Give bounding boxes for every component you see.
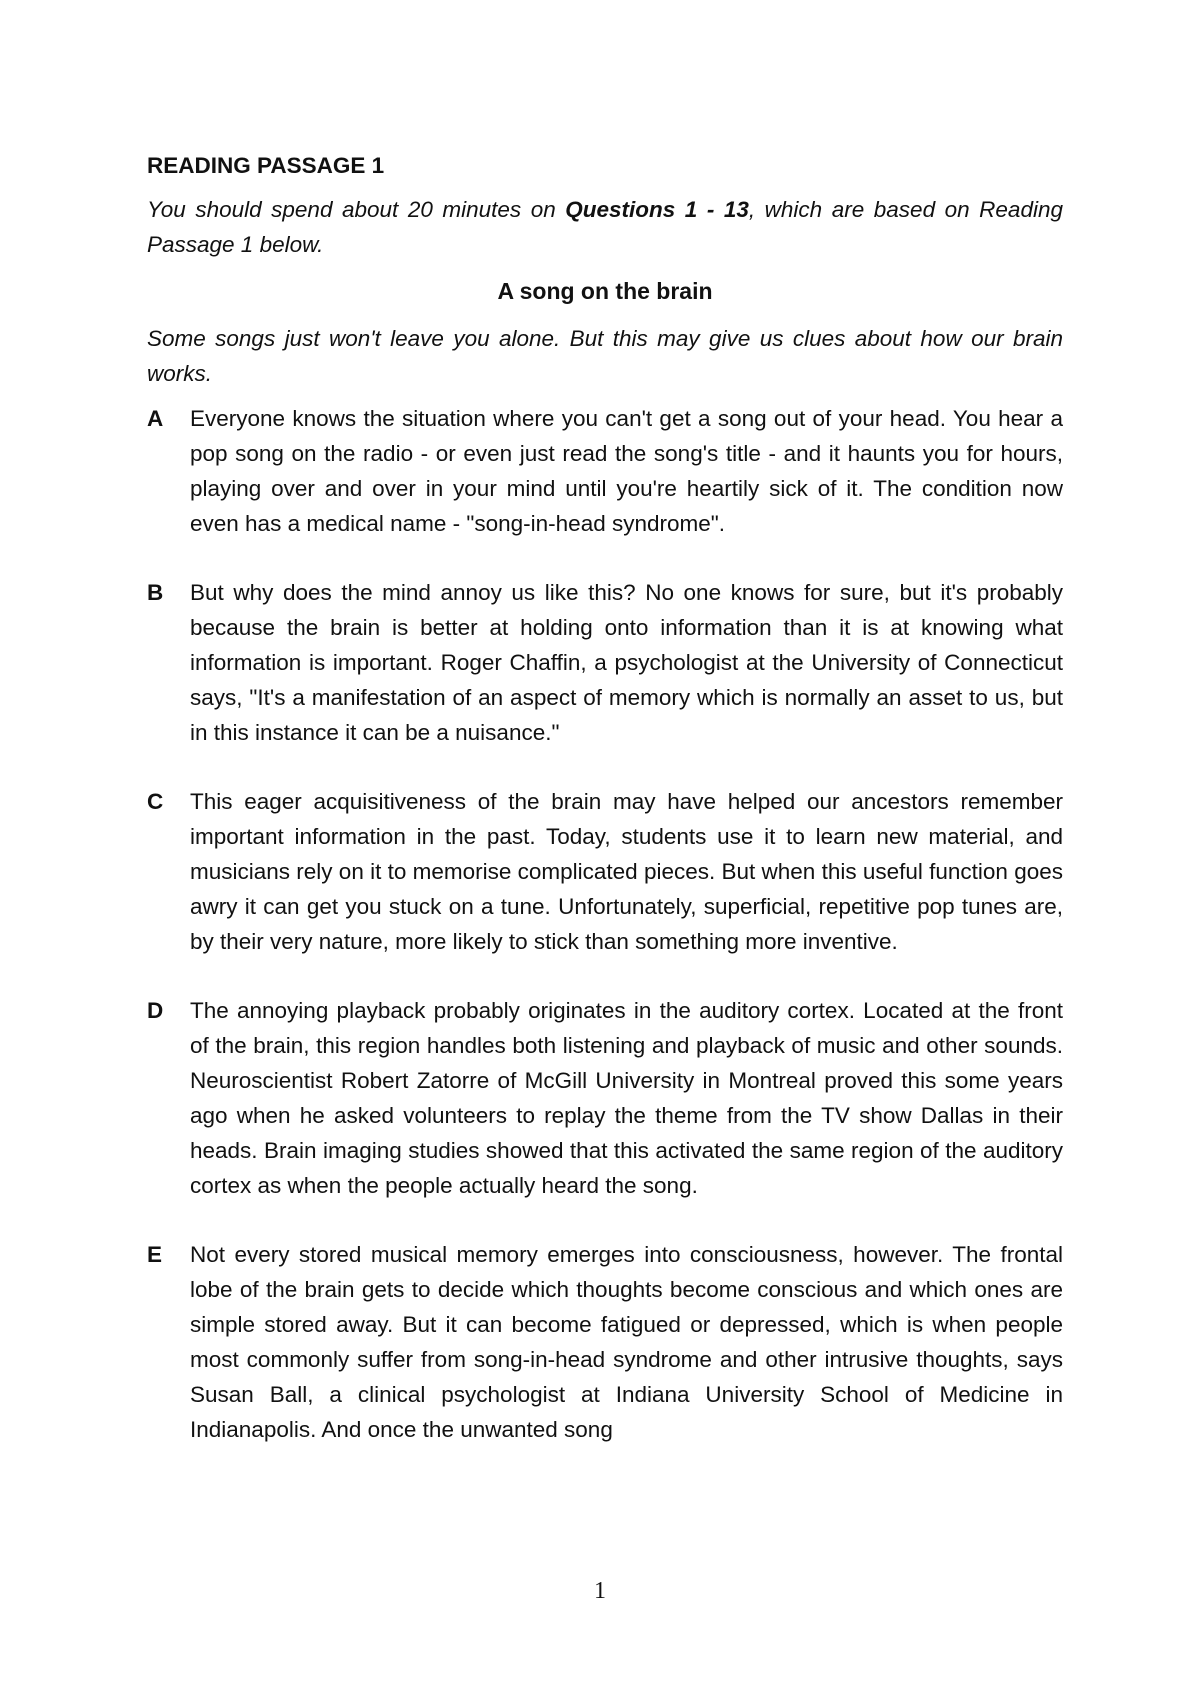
paragraph-letter: D [147,998,164,1023]
instructions-questions: Questions 1 - 13 [565,197,749,222]
instructions-text-start: You should spend about 20 minutes on [147,197,566,222]
paragraph-d [147,993,1063,1203]
section-heading: READING PASSAGE 1 [147,153,385,178]
passage-title: A song on the brain [497,278,713,304]
paragraph-b [147,575,1063,750]
page-number: 1 [594,1578,606,1604]
paragraph-text: Everyone knows the situation where you can't get a song out of your head. You hear a pop song on the radio - or even just read the song's title - and it haunts you for hours, playing over and over in your mind until you're heartily sick of it. The condition now even has a medical name - "song-in-head syndrome". [190,406,1063,536]
paragraph-a [147,401,1063,541]
document-page [147,148,1063,1447]
paragraph-letter: C [147,789,164,814]
paragraph-text: But why does the mind annoy us like this? No one knows for sure, but it's probably because the brain is better at holding onto information than it is at knowing what information is important. Roger Chaffin, a psychologist at the University of Connecticut says, "It's a manifestation of an aspect of memory which is normally an asset to us, but in this instance it can be a nuisance." [190,580,1063,745]
paragraph-letter: B [147,580,164,605]
paragraph-text: Not every stored musical memory emerges into consciousness, however. The frontal lobe of the brain gets to decide which thoughts become conscious and which ones are simple stored away. But it can become fatigued or depressed, which is when people most commonly suffer from song-in-head syndrome and other intrusive thoughts, says Susan Ball, a clinical psychologist at Indiana University School of Medicine in Indianapolis. And once the unwanted song [190,1242,1063,1442]
paragraph-letter: E [147,1242,163,1267]
paragraph-c [147,784,1063,959]
paragraph-text: This eager acquisitiveness of the brain may have helped our ancestors remember important information in the past. Today, students use it to learn new material, and musicians rely on it to memorise complicated pieces. But when this useful function goes awry it can get you stuck on a tune. Unfortunately, superficial, repetitive pop tunes are, by their very nature, more likely to stick than something more inventive. [190,789,1063,954]
paragraph-letter: A [147,406,164,431]
paragraph-e [147,1237,1063,1447]
passage-subtitle: Some songs just won't leave you alone. But this may give us clues about how our brain works. [147,326,1063,386]
paragraph-text: The annoying playback probably originates in the auditory cortex. Located at the front of the brain, this region handles both listening and playback of music and other sounds. Neuroscientist Robert Zatorre of McGill University in Montreal proved this some years ago when he asked volunteers to replay the theme from the TV show Dallas in their heads. Brain imaging studies showed that this activated the same region of the auditory cortex as when the people actually heard the song. [190,998,1063,1198]
instructions-text-end: , which are based on Reading Passage 1 below. [147,197,1063,257]
instructions [147,192,1063,262]
